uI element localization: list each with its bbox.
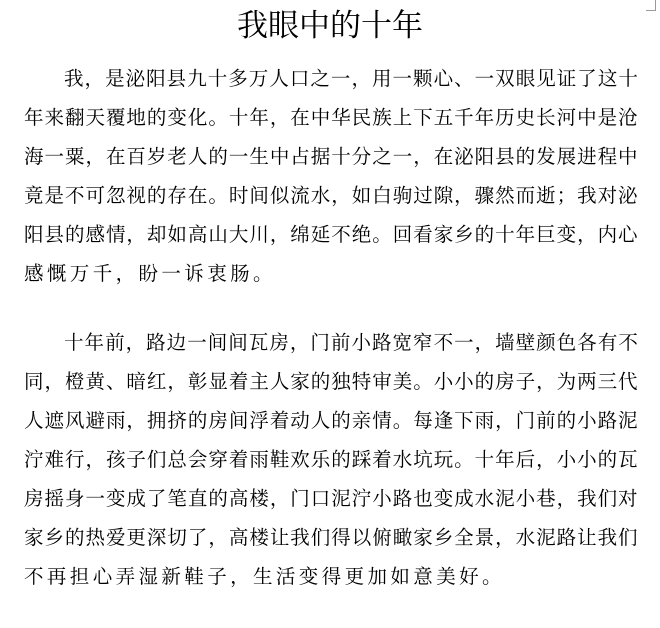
text-line: 竟 是 不 可 忽 视 的 存 在 。 时 间 似 流 水 ， 如 白 驹 过 隙 ， 骤 然 而 逝 ； 我 对 泌 [24, 183, 638, 207]
text-line: 不再担心弄湿新鞋子，生活变得更加如意美好。 [24, 564, 505, 588]
text-line: 房 摇 身 一 变 成 了 笔 直 的 高 楼 ， 门 口 泥 泞 小 路 也 变 成 水 泥 小 巷 ， 我 们 对 [24, 486, 638, 510]
text-line: 阳 县 的 感 情 ， 却 如 高 山 大 川 ， 绵 延 不 绝 。 回 看 家 乡 的 十 年 巨 变 ， 内 心 [24, 222, 638, 246]
paragraph-1 [24, 57, 638, 291]
document-title: 我眼中的十年 [237, 8, 423, 44]
text-line: 年 来 翻 天 覆 地 的 变 化 。 十 年 ， 在 中 华 民 族 上 下 五 千 年 历 史 长 河 中 是 沧 [24, 105, 638, 129]
paragraph-2 [24, 321, 638, 594]
text-line: 家 乡 的 热 爱 更 深 切 了 ， 高 楼 让 我 们 得 以 俯 瞰 家 乡 全 景 ， 水 泥 路 让 我 们 [24, 525, 638, 549]
text-line: 我 ， 是 泌 阳 县 九 十 多 万 人 口 之 一 ， 用 一 颗 心 、 一 双 眼 见 证 了 这 十 [64, 66, 638, 90]
text-line: 感慨万千，盼一诉衷肠。 [24, 261, 276, 285]
text-line: 同 ， 橙 黄 、 暗 红 ， 彰 显 着 主 人 家 的 独 特 审 美 。 小 小 的 房 子 ， 为 两 三 代 [24, 369, 638, 393]
text-line: 海 一 粟 ， 在 百 岁 老 人 的 一 生 中 占 据 十 分 之 一 ， 在 泌 阳 县 的 发 展 进 程 中 [24, 144, 638, 168]
text-line: 泞 难 行 ， 孩 子 们 总 会 穿 着 雨 鞋 欢 乐 的 踩 着 水 坑 玩 。 十 年 后 ， 小 小 的 瓦 [24, 447, 638, 471]
text-line: 十 年 前 ， 路 边 一 间 间 瓦 房 ， 门 前 小 路 宽 窄 不 一 ， 墙 壁 颜 色 各 有 不 [64, 330, 638, 354]
text-line: 人 遮 风 避 雨 ， 拥 挤 的 房 间 浮 着 动 人 的 亲 情 。 每 逢 下 雨 ， 门 前 的 小 路 泥 [24, 408, 638, 432]
